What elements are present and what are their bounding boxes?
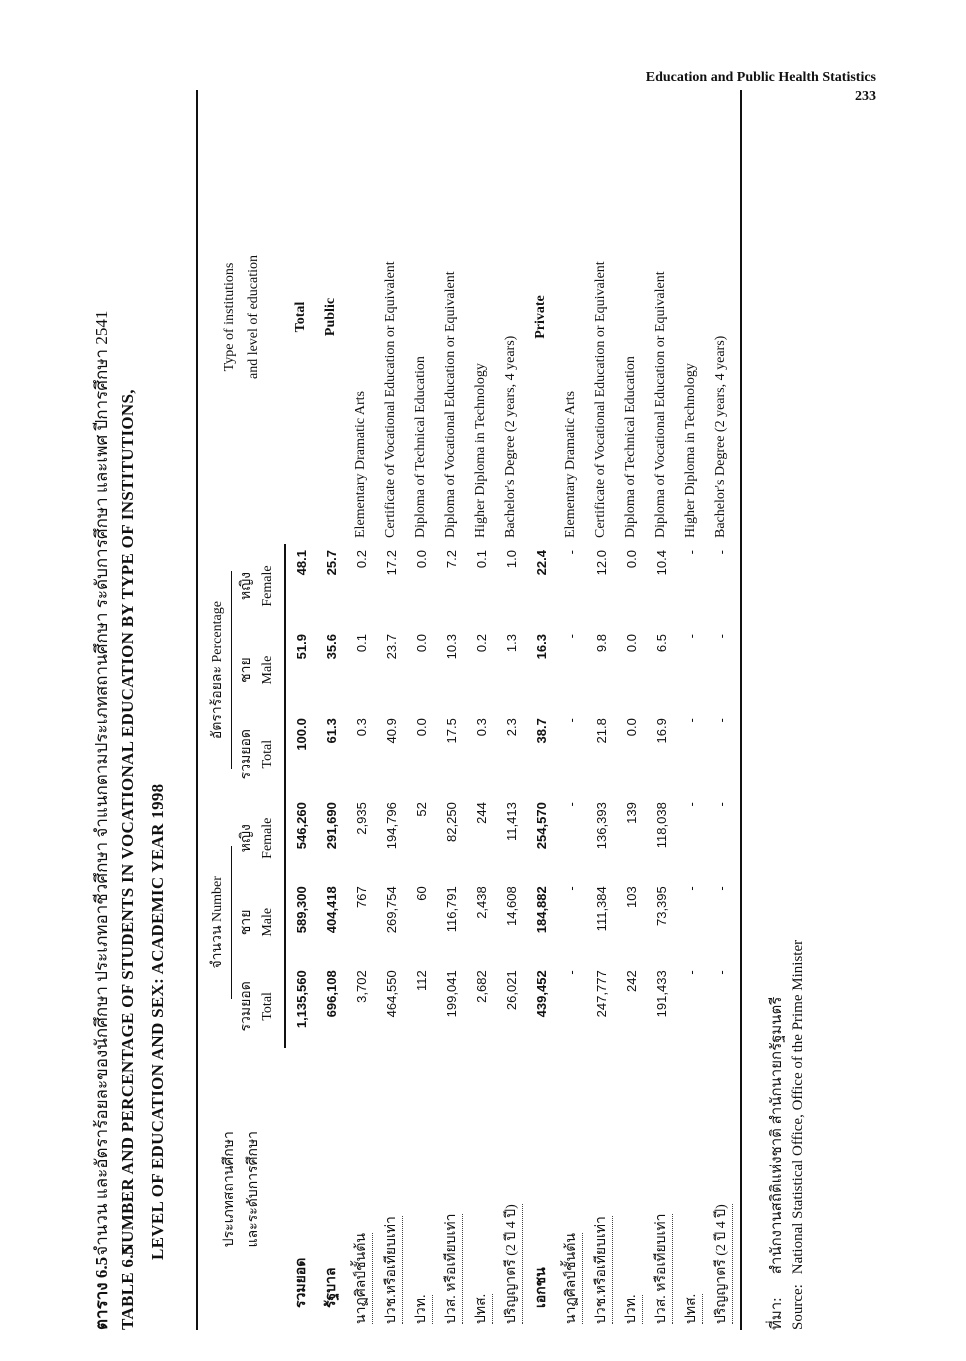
cell-n-female: 194,796 xyxy=(383,802,399,850)
row-label-thai xyxy=(466,1048,496,1330)
col-label-en: Male xyxy=(260,655,275,685)
cell-n-female: 291,690 xyxy=(323,802,339,850)
running-header-title: Education and Public Health Statistics xyxy=(645,70,876,85)
cell-p-total: - xyxy=(713,718,729,723)
cell-p-male: - xyxy=(683,634,699,639)
row-label-thai xyxy=(616,1048,646,1330)
cell-n-male: - xyxy=(683,886,699,891)
row-label-thai-text: เอกชน xyxy=(534,1267,549,1308)
right-header-line2: and level of education xyxy=(245,255,261,380)
col-percent-female xyxy=(234,544,285,628)
cell-n-total: 112 xyxy=(413,970,429,992)
row-label-thai-text: ปทส. xyxy=(470,1294,493,1324)
left-header-line2: และระดับการศึกษา xyxy=(245,1130,261,1248)
cell-n-female: 82,250 xyxy=(443,802,459,842)
cell-n-total: 439,452 xyxy=(533,970,549,1018)
table-row xyxy=(285,90,316,1330)
cell-p-male: 0.2 xyxy=(473,634,489,653)
col-percent-total xyxy=(234,712,285,796)
cell-n-male: 103 xyxy=(623,886,639,908)
cell-n-male: 404,418 xyxy=(323,886,339,934)
cell-n-female: 244 xyxy=(473,802,489,824)
row-label-thai xyxy=(316,1048,346,1330)
cell-p-male: 23.7 xyxy=(383,634,399,660)
cell-p-total: 0.0 xyxy=(413,718,429,737)
cell-p-female: 1.0 xyxy=(503,550,519,569)
col-number-female xyxy=(234,796,285,880)
row-label-english: Higher Diploma in Technology xyxy=(473,363,488,538)
cell-n-total: 242 xyxy=(623,970,639,993)
row-label-thai xyxy=(706,1048,736,1330)
rule-cell xyxy=(736,964,741,1048)
row-label-english: Public xyxy=(323,297,338,337)
cell-p-female: 0.0 xyxy=(413,550,429,569)
cell-n-male: 2,438 xyxy=(473,886,489,919)
page-number: 233 xyxy=(855,89,876,104)
caption-english xyxy=(118,389,138,1330)
col-label-th: รวมยอด xyxy=(239,729,254,780)
col-label-en: Total xyxy=(260,739,275,769)
cell-n-male: 60 xyxy=(413,886,429,901)
row-label-english: Bachelor's Degree (2 years, 4 years) xyxy=(713,335,728,538)
rule-cell xyxy=(736,90,741,544)
row-label-english: Bachelor's Degree (2 years, 4 years) xyxy=(503,335,518,538)
cell-p-female: 22.4 xyxy=(533,550,549,576)
percent-group-header xyxy=(197,544,234,796)
row-label-thai xyxy=(346,1048,376,1330)
col-label-en: Male xyxy=(260,907,275,937)
row-label-thai-text: ปวท. xyxy=(620,1295,643,1324)
row-label-english: Diploma of Technical Education xyxy=(623,356,638,538)
row-label-thai xyxy=(436,1048,466,1330)
table-body xyxy=(285,90,741,1330)
row-label-thai xyxy=(285,1048,316,1330)
cell-p-total: 0.3 xyxy=(353,718,369,737)
cell-p-male: 1.3 xyxy=(503,634,519,653)
table-bottom-rule xyxy=(736,90,741,1330)
cell-n-total: 464,550 xyxy=(383,970,399,1018)
col-label-en: Female xyxy=(260,565,275,607)
row-label-english: Total xyxy=(292,301,308,333)
cell-p-female: 0.0 xyxy=(623,550,639,569)
cell-p-male: 0.0 xyxy=(623,634,639,653)
table-row xyxy=(556,90,586,1330)
row-label-thai-text: ปวท. xyxy=(410,1295,433,1324)
number-group-header xyxy=(197,796,234,1048)
cell-n-female: 2,935 xyxy=(353,802,369,835)
row-label-thai xyxy=(406,1048,436,1330)
row-label-thai-text: ปทส. xyxy=(680,1294,703,1324)
table-row xyxy=(496,90,526,1330)
row-label-thai-text: ปวส. หรือเทียบเท่า xyxy=(440,1214,463,1324)
row-label-english: Diploma of Vocational Education or Equivalent xyxy=(653,271,668,538)
cell-n-male: 269,754 xyxy=(383,886,399,934)
cell-p-male: 16.3 xyxy=(533,634,549,660)
cell-p-total: - xyxy=(683,718,699,723)
left-header-line1: ประเภทสถานศึกษา xyxy=(221,1131,237,1248)
cell-p-male: 6.5 xyxy=(653,634,669,653)
cell-p-total: 21.8 xyxy=(593,718,609,744)
caption-english-line2: LEVEL OF EDUCATION AND SEX: ACADEMIC YEAR 1998 xyxy=(148,783,167,1260)
row-label-thai-text: รวมยอด xyxy=(293,1257,309,1308)
cell-n-total: 199,041 xyxy=(443,970,459,1018)
cell-n-total: 247,777 xyxy=(593,970,609,1018)
cell-p-female: 0.1 xyxy=(473,550,489,569)
cell-p-female: 48.1 xyxy=(293,550,309,576)
row-label-english: Higher Diploma in Technology xyxy=(683,363,698,538)
table-row xyxy=(706,90,736,1330)
right-header xyxy=(197,90,285,544)
cell-p-total: 61.3 xyxy=(323,718,339,744)
cell-p-female: - xyxy=(563,550,579,555)
table-row xyxy=(346,90,376,1330)
cell-n-female: - xyxy=(683,802,699,807)
cell-n-female: 52 xyxy=(413,802,429,817)
cell-p-male: - xyxy=(713,634,729,639)
cell-p-total: 16.9 xyxy=(653,718,669,744)
row-label-thai xyxy=(646,1048,676,1330)
cell-n-female: 11,413 xyxy=(503,802,519,841)
rule-cell xyxy=(736,628,741,712)
cell-n-female: - xyxy=(713,802,729,807)
table-row xyxy=(466,90,496,1330)
cell-p-female: 7.2 xyxy=(443,550,459,569)
cell-n-female: 139 xyxy=(623,802,639,824)
cell-n-female: - xyxy=(563,802,579,807)
cell-n-male: 111,384 xyxy=(593,886,609,932)
caption-english-line1: NUMBER AND PERCENTAGE OF STUDENTS IN VOCATIONAL EDUCATION BY TYPE OF INSTITUTIONS, xyxy=(118,389,137,1256)
table-row xyxy=(616,90,646,1330)
cell-p-male: - xyxy=(563,634,579,639)
col-label-th: ชาย xyxy=(239,909,254,936)
row-label-thai xyxy=(526,1048,556,1330)
col-label-en: Female xyxy=(260,817,275,859)
col-number-total xyxy=(234,964,285,1048)
cell-n-total: 1,135,560 xyxy=(293,970,309,1029)
row-label-english: Diploma of Technical Education xyxy=(413,356,428,538)
cell-p-female: - xyxy=(683,550,699,555)
cell-n-male: 184,882 xyxy=(533,886,549,934)
source-english-text: National Statistical Office, Office of the Prime Minister xyxy=(790,939,806,1275)
col-number-male xyxy=(234,880,285,964)
cell-n-total: 3,702 xyxy=(353,970,369,1003)
col-percent-male xyxy=(234,628,285,712)
table-row xyxy=(646,90,676,1330)
rule-cell xyxy=(736,796,741,880)
row-label-english: Elementary Dramatic Arts xyxy=(563,391,578,538)
col-label-th: ชาย xyxy=(239,657,254,683)
cell-p-male: 35.6 xyxy=(323,634,339,660)
cell-n-female: 118,038 xyxy=(653,802,669,849)
row-label-thai xyxy=(376,1048,406,1330)
cell-p-female: 12.0 xyxy=(593,550,609,576)
source-thai-key: ที่มา: xyxy=(769,1297,785,1330)
cell-p-female: 25.7 xyxy=(323,550,339,576)
cell-n-female: 546,260 xyxy=(293,802,309,850)
col-label-th: รวมยอด xyxy=(239,981,254,1032)
cell-n-female: 136,393 xyxy=(593,802,609,850)
caption-thai-text: จำนวน และอัตราร้อยละของนักศึกษา ประเภทอาชีวศึกษา จำแนกตามประเภทสถานศึกษา ระดับการศึกษา และเพศ ปีการศึกษา 2541 xyxy=(92,310,111,1256)
cell-p-total: 0.3 xyxy=(473,718,489,737)
caption-thai-number: ตาราง 6.5 xyxy=(92,1256,111,1330)
table-row xyxy=(406,90,436,1330)
table-row xyxy=(316,90,346,1330)
number-group-label: จำนวน Number xyxy=(206,846,232,998)
cell-n-male: 767 xyxy=(353,886,369,908)
cell-n-total: 26,021 xyxy=(503,970,519,1011)
col-label-th: หญิง xyxy=(239,572,254,601)
caption-english-number: TABLE 6.5 xyxy=(118,1245,137,1330)
row-label-thai-text: ปวส. หรือเทียบเท่า xyxy=(650,1214,673,1324)
row-label-thai-text: ปริญญาตรี (2 ปี 4 ปี) xyxy=(500,1204,523,1324)
cell-n-male: 14,608 xyxy=(503,886,519,927)
table-row xyxy=(526,90,556,1330)
rule-cell xyxy=(736,1048,741,1330)
table-row xyxy=(676,90,706,1330)
cell-n-male: 116,791 xyxy=(443,886,459,933)
cell-p-female: 0.2 xyxy=(353,550,369,569)
row-label-thai-text: รัฐบาล xyxy=(324,1267,339,1308)
row-label-thai-text: นาฏศิลป์ชั้นต้น xyxy=(560,1233,583,1324)
caption-thai xyxy=(88,311,115,1330)
row-label-thai xyxy=(556,1048,586,1330)
source-thai-text: สำนักงานสถิติแห่งชาติ สำนักนายกรัฐมนตรี xyxy=(769,996,785,1275)
cell-p-male: 0.1 xyxy=(353,634,369,653)
cell-p-female: - xyxy=(713,550,729,555)
cell-n-total: - xyxy=(713,970,729,975)
table-row xyxy=(436,90,466,1330)
cell-p-total: 17.5 xyxy=(443,718,459,744)
cell-p-female: 17.2 xyxy=(383,550,399,576)
table-row xyxy=(376,90,406,1330)
percent-group-label: อัตราร้อยละ Percentage xyxy=(206,571,232,769)
cell-p-male: 0.0 xyxy=(413,634,429,653)
cell-n-male: - xyxy=(713,886,729,891)
row-label-english: Private xyxy=(533,295,548,339)
left-header xyxy=(197,1048,285,1330)
cell-p-total: - xyxy=(563,718,579,723)
right-header-line1: Type of institutions xyxy=(221,262,237,372)
row-label-thai-text: ปวช.หรือเทียบเท่า xyxy=(380,1216,403,1324)
row-label-english: Certificate of Vocational Education or Equivalent xyxy=(383,261,398,538)
row-label-english: Diploma of Vocational Education or Equivalent xyxy=(443,271,458,538)
cell-n-total: 191,433 xyxy=(653,970,669,1018)
cell-p-total: 0.0 xyxy=(623,718,639,737)
cell-p-total: 2.3 xyxy=(503,718,519,737)
cell-n-male: - xyxy=(563,886,579,891)
source-english-key: Source: xyxy=(790,1284,806,1330)
cell-n-male: 73,395 xyxy=(653,886,669,927)
cell-n-total: - xyxy=(683,970,699,975)
row-label-thai xyxy=(586,1048,616,1330)
row-label-thai xyxy=(676,1048,706,1330)
row-label-thai-text: ปริญญาตรี (2 ปี 4 ปี) xyxy=(710,1204,733,1324)
rule-cell xyxy=(736,712,741,796)
table-row xyxy=(586,90,616,1330)
cell-p-male: 10.3 xyxy=(443,634,459,660)
cell-n-total: 2,682 xyxy=(473,970,489,1003)
row-label-thai xyxy=(496,1048,526,1330)
row-label-thai-text: ปวช.หรือเทียบเท่า xyxy=(590,1216,613,1324)
cell-p-male: 9.8 xyxy=(593,634,609,653)
col-label-th: หญิง xyxy=(239,824,254,853)
cell-p-total: 38.7 xyxy=(533,718,549,744)
statistics-table xyxy=(196,90,742,1330)
row-label-english: Elementary Dramatic Arts xyxy=(353,391,368,538)
cell-n-male: 589,300 xyxy=(293,886,309,934)
source-thai xyxy=(764,997,788,1330)
rule-cell xyxy=(736,544,741,628)
cell-p-male: 51.9 xyxy=(293,634,309,660)
cell-n-total: 696,108 xyxy=(323,970,339,1018)
rule-cell xyxy=(736,880,741,964)
row-label-english: Certificate of Vocational Education or Equivalent xyxy=(593,261,608,538)
cell-n-female: 254,570 xyxy=(533,802,549,850)
cell-p-total: 40.9 xyxy=(383,718,399,744)
cell-p-total: 100.0 xyxy=(293,718,309,751)
row-label-thai-text: นาฏศิลป์ชั้นต้น xyxy=(350,1233,373,1324)
cell-n-total: - xyxy=(563,970,579,975)
cell-p-female: 10.4 xyxy=(653,550,669,576)
source-english xyxy=(790,940,807,1330)
rotated-table-page xyxy=(88,90,874,1330)
col-label-en: Total xyxy=(260,992,275,1021)
